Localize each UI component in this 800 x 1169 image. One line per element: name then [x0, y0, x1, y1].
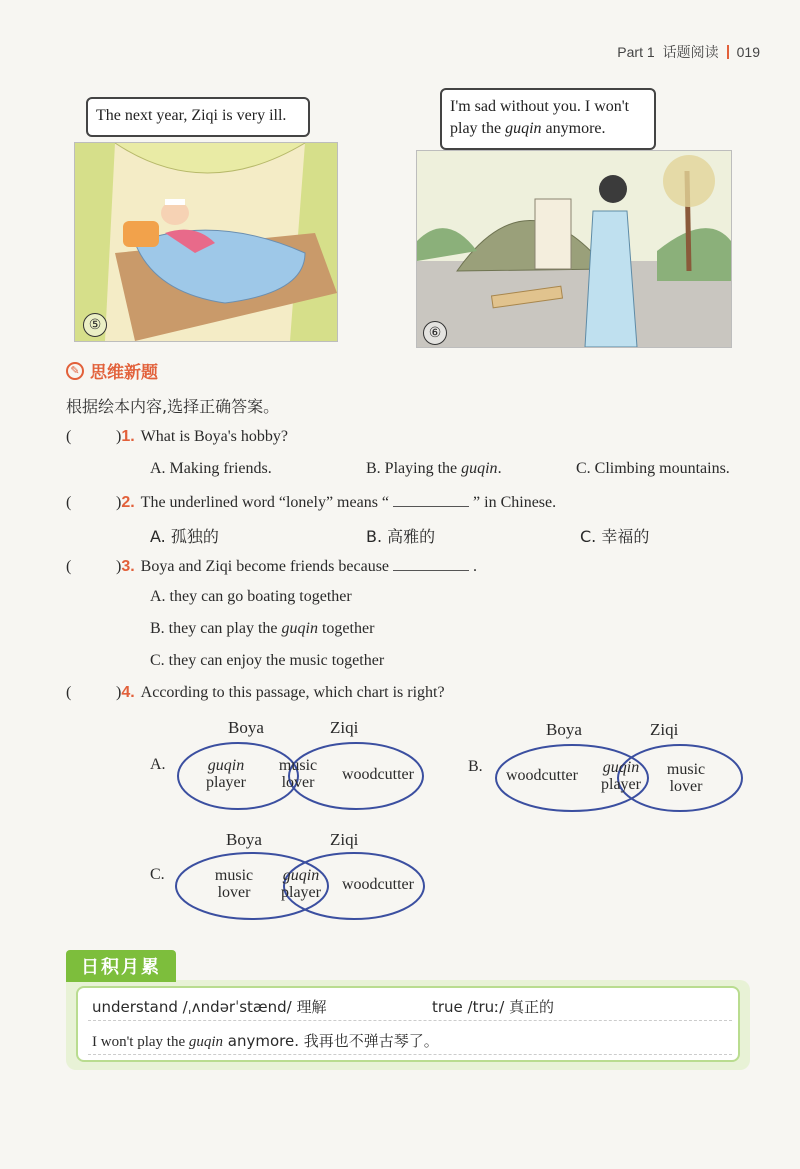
q2-option-c[interactable]: C. 幸福的	[580, 527, 650, 546]
venn-b-left-name: Boya	[546, 720, 582, 739]
q3-option-b[interactable]: B. they can play the guqin together	[150, 620, 375, 637]
vocab-sentence: I won't play the guqin anymore. 我再也不弹古琴了。	[92, 1032, 439, 1050]
q2-option-a[interactable]: A. 孤独的	[150, 527, 219, 546]
venn-c-right-name: Ziqi	[330, 830, 359, 849]
question-text-post: .	[473, 558, 478, 575]
comic-panel-6	[416, 150, 732, 348]
venn-c-letter[interactable]: C.	[150, 866, 165, 883]
venn-a-right-text: woodcutter	[342, 766, 414, 783]
vocab-word-understand: understand /ˌʌndərˈstænd/ 理解	[92, 998, 327, 1016]
venn-c-left-text: music lover	[214, 867, 254, 901]
page-header	[617, 42, 760, 62]
header-section: 话题阅读	[662, 45, 719, 61]
panel-number-5: ⑤	[83, 313, 107, 337]
section-title	[66, 358, 158, 383]
q3-option-a[interactable]: A. they can go boating together	[150, 588, 352, 605]
venn-b-letter[interactable]: B.	[468, 758, 483, 775]
grave-illustration	[417, 151, 731, 347]
bubble-line-6a: I'm sad without you. I won't	[450, 98, 630, 115]
question-text: What is Boya's hobby?	[140, 428, 288, 445]
venn-a-right-name: Ziqi	[330, 718, 359, 737]
q1-option-b[interactable]: B. Playing the guqin.	[366, 460, 502, 477]
venn-c-right-text: woodcutter	[342, 876, 414, 893]
venn-b-right-name: Ziqi	[650, 720, 679, 739]
vocab-divider-2	[88, 1054, 732, 1055]
venn-c-mid-text: guqin player	[281, 867, 321, 901]
vocab-divider	[88, 1020, 732, 1021]
section-title-text: 思维新题	[90, 363, 158, 383]
question-text-post: ” in Chinese.	[473, 494, 557, 511]
q3-option-c[interactable]: C. they can enjoy the music together	[150, 652, 385, 669]
venn-a-left-name: Boya	[228, 718, 264, 737]
bubble-text-5: The next year, Ziqi is very ill.	[96, 107, 287, 124]
question-2	[66, 492, 556, 512]
question-text-pre: The underlined word “lonely” means “	[140, 494, 390, 511]
venn-a-letter[interactable]: A.	[150, 756, 166, 773]
sick-bed-illustration	[75, 143, 337, 341]
answer-paren-open: (	[66, 428, 72, 445]
venn-a-mid-text: music lover	[278, 757, 318, 791]
answer-paren-open: (	[66, 494, 72, 511]
question-number: 4.	[121, 684, 135, 701]
answer-paren-close[interactable]: )	[116, 684, 122, 701]
question-number: 2.	[121, 494, 135, 511]
answer-paren-close[interactable]: )	[116, 558, 122, 575]
venn-b-left-text: woodcutter	[506, 767, 578, 784]
answer-paren-open: (	[66, 558, 72, 575]
question-3	[66, 556, 477, 576]
question-text: According to this passage, which chart is right?	[140, 684, 445, 701]
speech-bubble-6	[440, 88, 656, 150]
question-text-pre: Boya and Ziqi become friends because	[140, 558, 390, 575]
question-4	[66, 684, 445, 702]
q1-option-a[interactable]: A. Making friends.	[150, 460, 272, 477]
vocab-word-true: true /truː/ 真正的	[432, 998, 555, 1016]
instruction: 根据绘本内容,选择正确答案。	[66, 397, 280, 416]
q2-option-b[interactable]: B. 高雅的	[366, 527, 436, 546]
page-edge-accent	[0, 0, 40, 80]
question-number: 1.	[121, 428, 135, 445]
venn-b-mid-text: guqin player	[601, 759, 641, 793]
answer-blank[interactable]	[393, 556, 469, 571]
answer-blank[interactable]	[393, 492, 469, 507]
answer-paren-open: (	[66, 684, 72, 701]
venn-b-right-text: music lover	[666, 761, 706, 795]
venn-a-left-text: guqin player	[206, 757, 246, 791]
brain-icon: ✎	[66, 362, 84, 380]
page-number: 019	[736, 44, 760, 60]
panel-number-6: ⑥	[423, 321, 447, 345]
q1-option-c[interactable]: C. Climbing mountains.	[576, 460, 730, 477]
vocab-tab: 日积月累	[66, 950, 176, 982]
speech-bubble-5	[86, 97, 310, 137]
header-divider	[727, 45, 729, 59]
question-number: 3.	[121, 558, 135, 575]
answer-paren-close[interactable]: )	[116, 494, 122, 511]
venn-c-left-name: Boya	[226, 830, 262, 849]
question-1	[66, 428, 288, 446]
bubble-line-6b: play the guqin anymore.	[450, 120, 606, 137]
answer-paren-close[interactable]: )	[116, 428, 122, 445]
comic-panel-5	[74, 142, 338, 342]
header-part: Part 1	[617, 44, 655, 60]
